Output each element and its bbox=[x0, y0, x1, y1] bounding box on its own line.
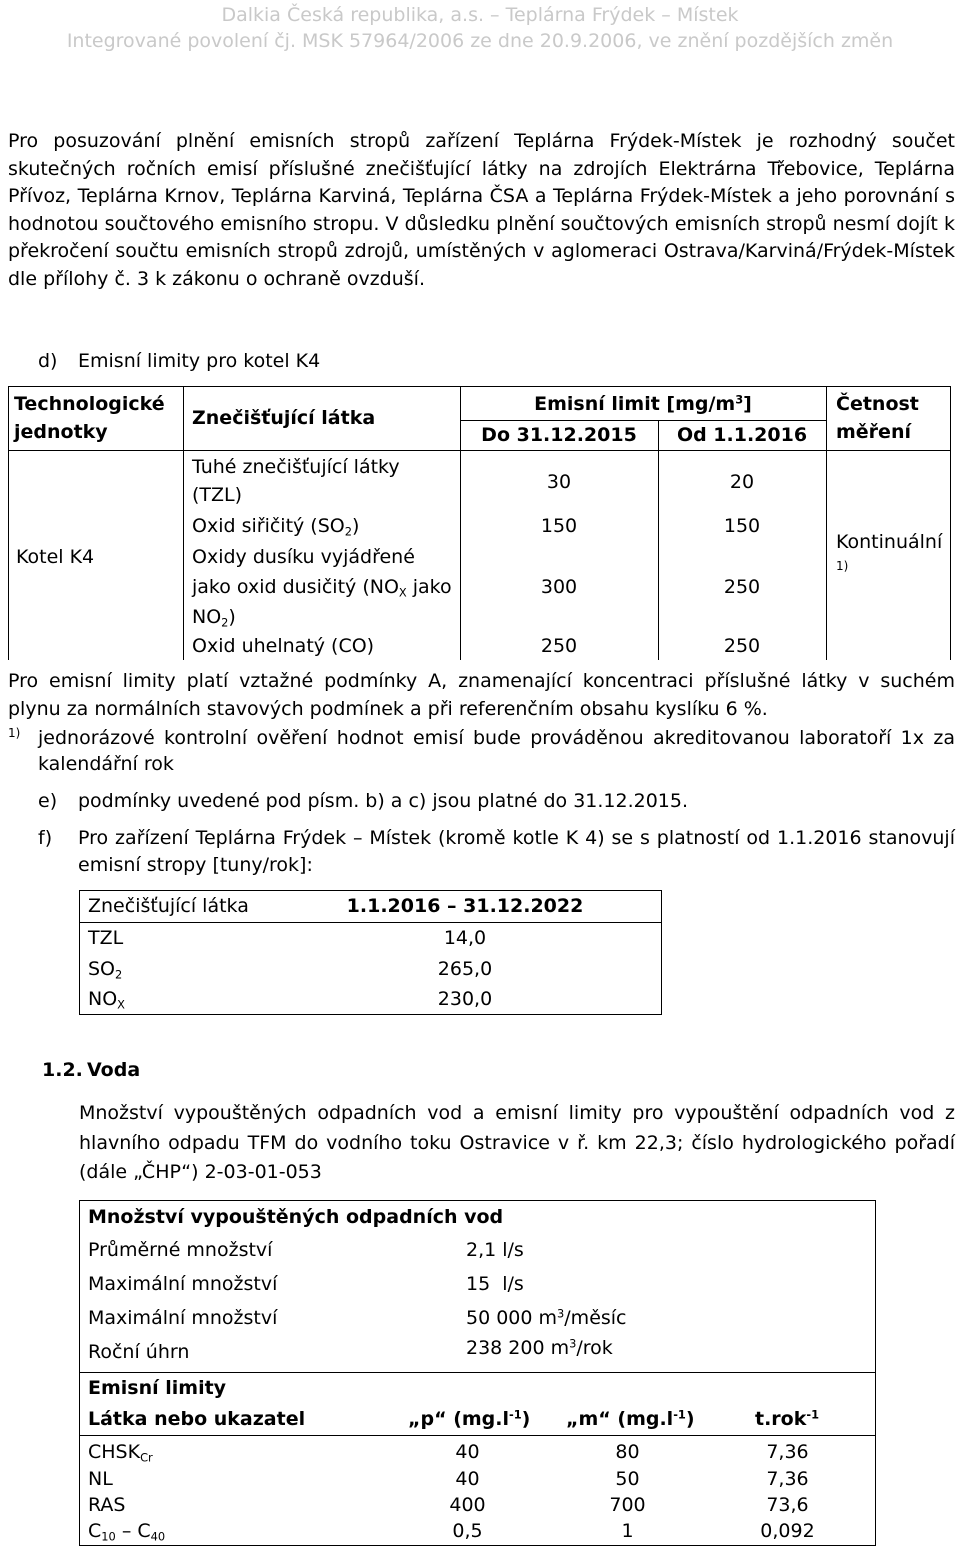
water-header-p: „p“ $(mg.l^{-1})$ bbox=[408, 1407, 531, 1430]
section-e-marker: e) bbox=[38, 790, 58, 812]
k4-row-tzl-v2: 20 bbox=[729, 471, 755, 493]
ceiling-header-substance: Znečišťující látka bbox=[88, 895, 249, 917]
water-limit-c10-c40-m: 1 bbox=[621, 1520, 634, 1542]
section-d-marker: d) bbox=[38, 350, 58, 372]
k4-row-tzl: Tuhé znečišťující látky (TZL) bbox=[192, 456, 400, 506]
k4-row-nox-v1: 300 bbox=[540, 576, 578, 598]
k4-row-so2: Oxid siřičitý $(SO_2)$ bbox=[192, 515, 360, 539]
document-header-line2: Integrované povolení čj. MSK 57964/2006 ze dne 20.9.2006, ve znění pozdějších změn bbox=[66, 30, 894, 52]
header-tech-units: Technologické jednotky bbox=[14, 393, 165, 443]
intro-paragraph: Pro posuzování plnění emisních stropů zařízení Teplárna Frýdek-Místek je rozhodný součet skutečných ročních emisí příslušné znečišťující látky na zdrojích Elektrárna Třebovice, Teplárna Přívoz, Teplárna Krnov, Teplárna Karviná, Teplárna ČSA a Teplárna Frýdek-Místek a jeho porovnání s hodnotou součtového emisního stropu. V důsledku plnění součtových emisních stropů nesmí dojít k překročení součtu emisních stropů zdrojů, umístěných v aglomeraci Ostrava/Karviná/Frýdek-Místek dle přílohy č. 3 k zákonu o ochraně ovzduší. bbox=[8, 130, 955, 290]
water-limit-nl: NL bbox=[88, 1468, 113, 1490]
document-header-line1: Dalkia Česká republika, a.s. – Teplárna Frýdek – Místek bbox=[221, 4, 739, 26]
water-header-parameter: Látka nebo ukazatel bbox=[88, 1408, 306, 1430]
k4-row-nox-v2: 250 bbox=[723, 576, 761, 598]
water-limit-c10-c40: $C_{10} - C_{40}$ bbox=[88, 1520, 166, 1544]
frequency-footnote-ref: 1) bbox=[836, 559, 849, 573]
unit-kotel-k4: Kotel K4 bbox=[16, 546, 95, 568]
water-header-t: t.rok$^{-1}$ bbox=[755, 1407, 820, 1430]
k4-row-co-v1: 250 bbox=[540, 635, 578, 657]
k4-row-tzl-v1: 30 bbox=[546, 471, 572, 493]
ceiling-row-so2: $SO_2$ bbox=[88, 958, 123, 982]
section-d-title: Emisní limity pro kotel K4 bbox=[78, 350, 321, 372]
water-limit-c10-c40-t: 0,092 bbox=[760, 1520, 815, 1542]
ceiling-row-tzl: TZL bbox=[88, 927, 124, 949]
water-limit-nl-m: 50 bbox=[615, 1468, 640, 1490]
water-amount-annual-value: 238 200 $m^3$/rok bbox=[466, 1336, 613, 1359]
section-f-marker: f) bbox=[38, 827, 53, 849]
water-limit-nl-p: 40 bbox=[455, 1468, 480, 1490]
ceiling-row-nox-value: 230,0 bbox=[437, 988, 493, 1010]
reference-conditions-text: Pro emisní limity platí vztažné podmínky A, znamenající koncentraci příslušné látky v suchém plynu za normálních stavových podmínek a při referenčním obsahu kyslíku 6 %. bbox=[8, 670, 955, 720]
section-f-text: Pro zařízení Teplárna Frýdek – Místek (kromě kotle K 4) se s platností od 1.1.2016 stanovují emisní stropy [tuny/rok]: bbox=[78, 827, 955, 876]
water-amount-avg-label: Průměrné množství bbox=[88, 1239, 273, 1261]
water-amount-max-month-label: Maximální množství bbox=[88, 1307, 278, 1329]
k4-row-co: Oxid uhelnatý (CO) bbox=[192, 635, 375, 657]
section-e-text: podmínky uvedené pod písm. b) a c) jsou platné do 31.12.2015. bbox=[78, 790, 689, 812]
k4-row-co-v2: 250 bbox=[723, 635, 761, 657]
footnote-text: jednorázové kontrolní ověření hodnot emisí bude prováděnou akreditovanou laboratoří 1x za kalendářní rok bbox=[38, 727, 955, 775]
ceiling-row-so2-value: 265,0 bbox=[437, 958, 493, 980]
header-emission-limit: Emisní limit $[mg/m^3]$ bbox=[534, 392, 752, 415]
water-amount-annual-label: Roční úhrn bbox=[88, 1341, 190, 1363]
water-limit-c10-c40-p: 0,5 bbox=[452, 1520, 483, 1542]
water-limit-ras-t: 73,6 bbox=[766, 1494, 809, 1516]
ceiling-row-nox: $NO_X$ bbox=[88, 988, 125, 1012]
ceiling-header-period: 1.1.2016 – 31.12.2022 bbox=[346, 895, 584, 917]
water-limit-chsk: $CHSK_{Cr}$ bbox=[88, 1441, 153, 1465]
water-amount-max-label: Maximální množství bbox=[88, 1273, 278, 1295]
frequency-continuous: Kontinuální bbox=[836, 531, 943, 553]
water-amount-max-value: 15 l/s bbox=[466, 1273, 524, 1295]
header-measurement-frequency: Četnost měření bbox=[836, 393, 919, 443]
water-limit-chsk-p: 40 bbox=[455, 1441, 480, 1463]
k4-row-so2-v2: 150 bbox=[723, 515, 761, 537]
water-limit-chsk-m: 80 bbox=[615, 1441, 640, 1463]
water-header-m: „m“ $(mg.l^{-1})$ bbox=[566, 1407, 695, 1430]
k4-row-nox: Oxidy dusíku vyjádřené jako oxid dusičitý ($NO_X$ jako $NO_2$) bbox=[192, 546, 452, 630]
k4-row-so2-v1: 150 bbox=[540, 515, 578, 537]
water-amount-avg-value: 2,1 l/s bbox=[466, 1239, 524, 1261]
header-from-2016: Od 1.1.2016 bbox=[676, 424, 808, 446]
header-until-2015: Do 31.12.2015 bbox=[481, 424, 637, 446]
water-limit-ras: RAS bbox=[88, 1494, 126, 1516]
water-header-amount: Množství vypouštěných odpadních vod bbox=[88, 1206, 504, 1228]
section-1-2-title: Voda bbox=[87, 1059, 141, 1081]
section-1-2-number: 1.2. bbox=[42, 1059, 83, 1081]
ceiling-row-tzl-value: 14,0 bbox=[443, 927, 487, 949]
header-substance: Znečišťující látka bbox=[192, 407, 376, 429]
water-limit-nl-t: 7,36 bbox=[766, 1468, 809, 1490]
water-limit-ras-p: 400 bbox=[449, 1494, 486, 1516]
water-limit-chsk-t: 7,36 bbox=[766, 1441, 809, 1463]
water-limit-ras-m: 700 bbox=[609, 1494, 646, 1516]
water-paragraph: Množství vypouštěných odpadních vod a emisní limity pro vypouštění odpadních vod z hlavního odpadu TFM do vodního toku Ostravice v ř. km 22,3; číslo hydrologického pořadí (dále „ČHP“) 2-03-01-053 bbox=[79, 1102, 955, 1183]
footnote-marker: 1) bbox=[8, 726, 21, 740]
water-amount-max-month-value: 50 000 $m^3$/měsíc bbox=[466, 1306, 627, 1329]
water-header-limits: Emisní limity bbox=[88, 1377, 227, 1399]
